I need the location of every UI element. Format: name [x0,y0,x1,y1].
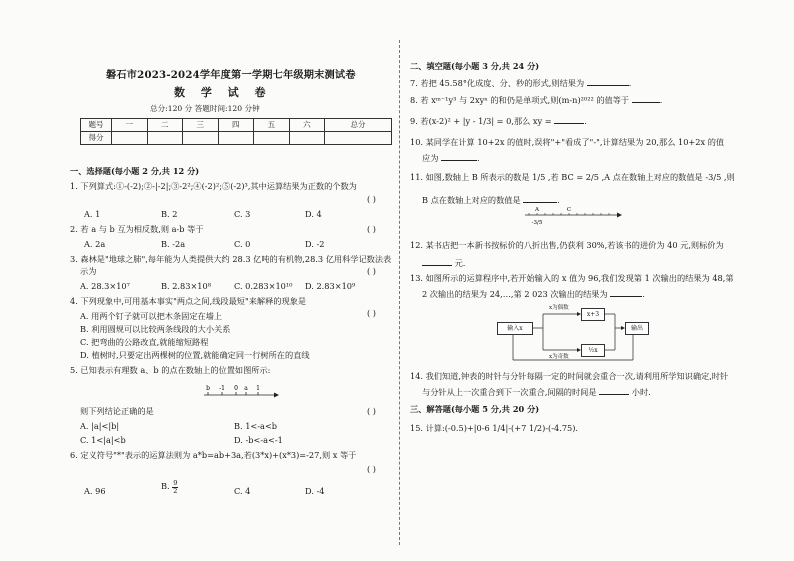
q3-option-a[interactable]: A. 28.3×10⁷ [80,281,130,291]
q5-option-c[interactable]: C. 1<|a|<b [80,435,126,445]
q3-option-c[interactable]: C. 0.283×10¹⁰ [234,281,293,291]
section2-title: 二、填空题(每小题 3 分,共 24 分) [410,61,540,71]
score-cell: 得分 [81,132,112,145]
score-input-cell[interactable] [289,132,325,145]
score-cell: 五 [254,119,290,132]
q3-option-b[interactable]: B. 2.83×10⁸ [161,281,212,291]
q5-option-a[interactable]: A. |a|<|b| [80,421,120,431]
q6-option-c[interactable]: C. 4 [234,486,251,496]
q4-stem: 4. 下列现象中,可用基本事实"两点之间,线段最短"来解释的现象是 [70,296,307,306]
q11-axis-label: C [566,207,572,213]
score-cell: 六 [289,119,325,132]
q13-stem-line1: 13. 如图所示的运算程序中,若开始输入的 x 值为 96,我们发现第 1 次输出的结果为 48,第 [410,273,734,283]
score-table-header-row [81,119,392,132]
q12-stem-line2: 元. [454,258,466,268]
q1-stem: 1. 下列算式:①-(-2);②-|-2|;③-2²;④(-2)²;⑤(-2)³,其中运算结果为正数的个数为 [70,181,357,191]
fraction-numerator: 9 [173,479,178,487]
q1-option-d[interactable]: D. 4 [305,209,322,219]
q5-answer-paren[interactable]: ( ) [367,406,376,416]
score-table [80,118,392,145]
q8-answer-blank[interactable] [632,94,660,103]
q3-stem-line2: 示为 [80,266,97,276]
q4-option-a[interactable]: A. 用两个钉子就可以把木条固定在墙上 [80,311,223,321]
q5-stem: 5. 已知表示有理数 a、b 的点在数轴上的位置如图所示: [70,365,271,375]
q10-answer-blank[interactable] [441,152,477,161]
q11-number-line [523,205,623,233]
q6-option-b-label: B. [161,481,170,491]
q5-option-d[interactable]: D. -b<-a<-1 [234,435,283,445]
q6-answer-paren[interactable]: ( ) [367,464,376,474]
q6-option-b[interactable] [161,480,178,494]
score-input-cell[interactable] [325,132,392,145]
q14-unit: 小时. [631,387,651,397]
q14-stem-line1: 14. 我们知道,钟表的时针与分针每隔一定的时间就会重合一次,请利用所学知识确定,时针 [410,371,729,381]
q11-stem-line2: B 点在数轴上对应的数值是 [422,195,521,205]
q12-answer-blank[interactable] [422,257,452,266]
q6-option-a[interactable]: A. 96 [84,486,106,496]
q13-stem-line2: 2 次输出的结果为 24,…,第 2 023 次输出的结果为 [422,289,608,299]
q2-option-c[interactable]: C. 0 [234,239,251,249]
q10-line2: 应为 . [422,153,480,163]
score-cell: 三 [183,119,219,132]
q5-axis-label: a [244,385,248,392]
q4-option-b[interactable]: B. 利用圆规可以比较两条线段的大小关系 [80,324,231,334]
q5-axis-label: 0 [234,385,238,392]
left-column [70,0,395,561]
fraction-denominator: 2 [173,486,178,495]
q1-answer-paren[interactable]: ( ) [367,194,376,204]
q13-flowchart [495,300,655,364]
q10-stem-line1: 10. 某同学在计算 10+2x 的值时,误将"+"看成了"-",计算结果为 20,那么 10+2x 的值 [410,137,725,147]
q11-axis-label: -3/5 [531,220,543,226]
score-input-cell[interactable] [147,132,183,145]
flow-op2-box: ½x [581,344,605,357]
score-input-cell[interactable] [112,132,148,145]
q5-axis-label: b [206,385,210,392]
score-table-score-row [81,132,392,145]
q9: 9. 若(x-2)² + |y - 1/3| = 0,那么 xy = . [410,116,587,126]
q3-answer-paren[interactable]: ( ) [367,266,376,276]
q5-stem2: 则下列结论正确的是 [80,406,154,416]
q1-option-a[interactable]: A. 1 [84,209,101,219]
q9-stem: 9. 若(x-2)² + |y - 1/3| = 0,那么 xy = [410,116,552,126]
right-column [405,0,735,561]
q12-line2 [422,257,465,268]
q6-option-d[interactable]: D. -4 [305,486,325,496]
q6-stem: 6. 定义符号"*"表示的运算法则为 a*b=ab+3a,若(3*x)+(x*3)=-27,则 x 等于 [70,450,357,460]
score-cell: 四 [218,119,254,132]
q11-axis-label: A [535,207,539,213]
q8: 8. 若 xᵐ⁻¹y³ 与 2xyⁿ 的和仍是单项式,则(m-n)²⁰²² 的值等于 . [410,95,663,105]
score-cell: 题号 [81,119,112,132]
q2-answer-paren[interactable]: ( ) [367,224,376,234]
flow-op1-box: x+3 [581,308,605,321]
q4-option-d[interactable]: D. 植树时,只要定出两棵树的位置,就能确定同一行树所在的直线 [80,350,310,360]
q5-axis-label: 1 [256,385,260,392]
q4-option-c[interactable]: C. 把弯曲的公路改直,就能缩短路程 [80,337,209,347]
q15-stem: 15. 计算:(-0.5)+|0-6 1/4|-(+7 1/2)-(-4.75). [410,423,579,433]
q13-line2: 2 次输出的结果为 24,…,第 2 023 次输出的结果为 . [422,289,645,299]
q2-stem: 2. 若 a 与 b 互为相反数,则 a-b 等于 [70,224,204,234]
q5-axis-label: -1 [219,385,225,392]
q7: 7. 若把 45.58°化成度、分、秒的形式,则结果为 . [410,78,632,88]
q10-stem-line2: 应为 [422,153,439,163]
flow-input-box: 输入x [497,322,533,335]
q14-answer-blank[interactable] [599,386,629,395]
q6-option-b-fraction [172,480,178,494]
section1-title: 一、选择题(每小题 2 分,共 12 分) [70,166,200,176]
q1-option-b[interactable]: B. 2 [161,209,178,219]
score-input-cell[interactable] [183,132,219,145]
q13-answer-blank[interactable] [610,288,642,297]
q4-answer-paren[interactable]: ( ) [367,308,376,318]
q3-stem-line1: 3. 森林是"地球之肺",每年能为人类提供大约 28.3 亿吨的有机物,28.3 亿用科学记数法表 [70,254,392,264]
q2-option-d[interactable]: D. -2 [305,239,325,249]
q11-stem-line1: 11. 如图,数轴上 B 所表示的数是 1/5 ,若 BC = 2/5 ,A 点在数轴上对应的数值是 -3/5 ,则 [410,172,735,182]
flow-even-label: x为偶数 [549,305,569,311]
q14-line2 [422,386,651,397]
q2-option-b[interactable]: B. -2a [161,239,186,249]
q5-option-b[interactable]: B. 1<-a<b [234,421,278,431]
q14-stem-line2: 与分针从上一次重合到下一次重合,间隔的时间是 [422,387,597,397]
score-cell: 二 [147,119,183,132]
exam-title: 磐石市2023-2024学年度第一学期七年级期末测试卷 [106,69,356,81]
exam-subject: 数 学 试 卷 [174,86,272,99]
exam-info: 总分:120 分 答题时间:120 分钟 [150,104,260,113]
q1-option-c[interactable]: C. 3 [234,209,251,219]
q7-answer-blank[interactable] [587,77,629,86]
q7-stem: 7. 若把 45.58°化成度、分、秒的形式,则结果为 [410,78,585,88]
score-input-cell[interactable] [218,132,254,145]
flow-output-box: 输出 [625,322,649,335]
flow-odd-label: x为奇数 [549,354,569,360]
column-divider [399,40,400,545]
score-cell: 总分 [325,119,392,132]
q2-option-a[interactable]: A. 2a [84,239,106,249]
q11-line2: B 点在数轴上对应的数值是 . [422,195,560,205]
q9-answer-blank[interactable] [554,115,584,124]
q3-option-d[interactable]: D. 2.83×10⁹ [305,281,356,291]
q12-stem-line1: 12. 某书店把一本新书按标价的八折出售,仍获利 30%,若该书的进价为 40 元,则标价为 [410,240,724,250]
score-cell: 一 [112,119,148,132]
q11-answer-blank[interactable] [523,194,557,203]
q8-stem: 8. 若 xᵐ⁻¹y³ 与 2xyⁿ 的和仍是单项式,则(m-n)²⁰²² 的值等于 [410,95,630,105]
score-input-cell[interactable] [254,132,290,145]
section3-title: 三、解答题(每小题 5 分,共 20 分) [410,404,540,414]
q5-number-line [200,381,280,405]
